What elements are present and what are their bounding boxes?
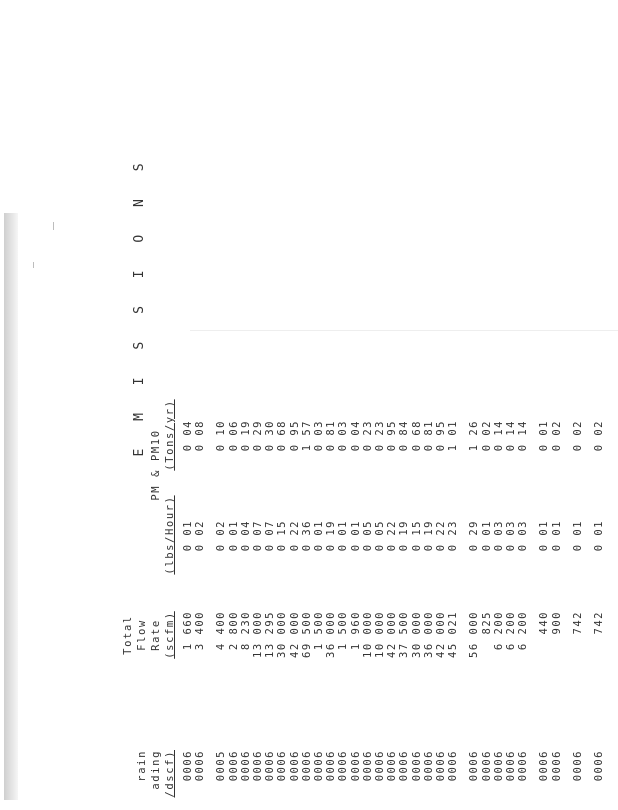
table-row: [435, 0, 447, 800]
table-row: [423, 0, 435, 800]
tons-per-year-cell: 0 30: [264, 420, 277, 452]
table-row: [264, 0, 276, 800]
lbs-per-hour-cell: 0 05: [374, 520, 386, 552]
grain-loading-cell: 0006: [313, 750, 325, 782]
grain-loading-cell: 0006: [505, 750, 517, 782]
flow-rate-cell: 440: [538, 611, 551, 635]
table-row: [481, 0, 493, 800]
tons-per-year-cell: 0 95: [435, 420, 447, 452]
flow-rate-cell: 6 200: [492, 611, 505, 651]
flow-header-2: Flow: [136, 619, 148, 651]
table-row: [593, 0, 605, 800]
tons-per-year-cell: 0 68: [276, 420, 289, 452]
grain-loading-cell: 0006: [492, 750, 505, 782]
tons-per-year-cell: 0 95: [288, 420, 301, 452]
table-row: [215, 0, 227, 800]
grain-loading-cell: 0006: [194, 750, 207, 782]
tons-per-year-cell: 0 23: [374, 420, 386, 452]
flow-rate-cell: 1 960: [349, 611, 362, 651]
lbs-per-hour-cell: 0 22: [435, 520, 447, 552]
scan-edge-shadow: [4, 213, 18, 800]
flow-rate-cell: 10 000: [361, 611, 374, 658]
emissions-heading: E M I S S I O N S: [132, 153, 147, 457]
lbs-per-hour-cell: 0 01: [182, 520, 194, 552]
grain-loading-cell: 0006: [252, 750, 264, 782]
lbs-per-hour-cell: 0 03: [505, 520, 517, 552]
lbs-per-hour-cell: 0 01: [571, 520, 584, 552]
flow-rate-cell: 36 000: [325, 611, 338, 658]
flow-rate-cell: 45 021: [447, 611, 460, 658]
grain-loading-cell: 0006: [227, 750, 240, 782]
grain-loading-cell: 0006: [410, 750, 423, 782]
lbs-per-hour-cell: 0 01: [313, 520, 325, 552]
flow-rate-cell: 4 400: [215, 611, 228, 651]
flow-rate-cell: 42 000: [435, 611, 447, 658]
tons-per-year-cell: 0 14: [492, 420, 505, 452]
grain-loading-cell: 0006: [517, 750, 530, 782]
tons-per-year-cell: 0 02: [593, 420, 605, 452]
tons-per-year-cell: 1 01: [447, 420, 460, 452]
flow-header-1: Total: [122, 615, 134, 655]
lbs-per-hour-cell: 0 04: [239, 520, 252, 552]
lbs-per-hour-cell: 0 03: [492, 520, 505, 552]
pm-label: PM & PM10: [150, 429, 162, 501]
grain-loading-cell: 0006: [398, 750, 411, 782]
grain-header-3: /dscf): [164, 750, 176, 798]
flow-rate-cell: 36 000: [422, 611, 435, 658]
tons-per-year-cell: 0 14: [505, 420, 517, 452]
tons-per-year-cell: 1 26: [468, 420, 481, 452]
grain-header-2: ading: [150, 750, 162, 790]
tons-per-year-cell: 0 81: [422, 420, 435, 452]
lbs-per-hour-cell: 0 01: [480, 520, 493, 552]
scan-speck: [53, 222, 54, 230]
tons-per-year-cell: 0 03: [313, 420, 325, 452]
table-row: [252, 0, 264, 800]
tons-per-year-cell: 0 14: [517, 420, 530, 452]
rotated-emissions-table: [120, 0, 605, 800]
flow-rate-cell: 2 800: [227, 611, 240, 651]
tons-per-year-cell: 0 81: [325, 420, 338, 452]
lbs-hour-header: (lbs/Hour): [164, 495, 176, 575]
lbs-per-hour-cell: 0 01: [538, 520, 551, 552]
tons-per-year-cell: 0 06: [227, 420, 240, 452]
flow-rate-cell: 6 200: [505, 611, 517, 651]
lbs-per-hour-cell: 0 22: [386, 520, 399, 552]
flow-rate-cell: 56 000: [468, 611, 481, 658]
tons-per-year-cell: 1 57: [300, 420, 313, 452]
table-row: [350, 0, 362, 800]
tons-per-year-cell: 0 08: [194, 420, 207, 452]
lbs-per-hour-cell: 0 01: [337, 520, 350, 552]
lbs-per-hour-cell: 0 05: [361, 520, 374, 552]
grain-loading-cell: 0006: [349, 750, 362, 782]
grain-loading-cell: 0006: [239, 750, 252, 782]
table-row: [398, 0, 410, 800]
table-row: [374, 0, 386, 800]
flow-rate-cell: 69 500: [300, 611, 313, 658]
flow-header-3: Rate: [150, 619, 162, 651]
lbs-per-hour-cell: 0 15: [410, 520, 423, 552]
table-row: [313, 0, 325, 800]
grain-loading-cell: 0006: [447, 750, 460, 782]
grain-loading-cell: 0006: [480, 750, 493, 782]
flow-rate-cell: 1 660: [182, 611, 194, 651]
lbs-per-hour-cell: 0 07: [264, 520, 277, 552]
table-row: [517, 0, 529, 800]
grain-loading-cell: 0006: [325, 750, 338, 782]
table-row: [447, 0, 459, 800]
lbs-per-hour-cell: 0 02: [194, 520, 207, 552]
tons-per-year-cell: 0 04: [349, 420, 362, 452]
table-row: [411, 0, 423, 800]
grain-loading-cell: 0006: [435, 750, 447, 782]
tons-per-year-cell: 0 02: [550, 420, 563, 452]
flow-rate-cell: 13 295: [264, 611, 277, 658]
flow-header-4: (scfm): [164, 611, 176, 659]
flow-rate-cell: 3 400: [194, 611, 207, 651]
tons-yr-header: (Tons/yr): [164, 399, 176, 471]
grain-loading-cell: 0006: [300, 750, 313, 782]
grain-loading-cell: 0006: [386, 750, 399, 782]
flow-rate-cell: 825: [480, 611, 493, 635]
flow-rate-cell: 742: [593, 611, 605, 635]
grain-loading-cell: 0006: [374, 750, 386, 782]
grain-loading-cell: 0006: [182, 750, 194, 782]
lbs-per-hour-cell: 0 01: [593, 520, 605, 552]
grain-loading-cell: 0006: [276, 750, 289, 782]
table-row: [182, 0, 194, 800]
lbs-per-hour-cell: 0 19: [398, 520, 411, 552]
grain-loading-cell: 0005: [215, 750, 228, 782]
table-row: [228, 0, 240, 800]
grain-loading-cell: 0006: [337, 750, 350, 782]
flow-rate-cell: 1 500: [313, 611, 325, 651]
table-row: [538, 0, 550, 800]
tons-per-year-cell: 0 95: [386, 420, 399, 452]
grain-loading-cell: 0006: [361, 750, 374, 782]
lbs-per-hour-cell: 0 23: [447, 520, 460, 552]
grain-loading-cell: 0006: [550, 750, 563, 782]
lbs-per-hour-cell: 0 01: [550, 520, 563, 552]
flow-rate-cell: 1 500: [337, 611, 350, 651]
table-row: [493, 0, 505, 800]
table-row: [240, 0, 252, 800]
table-row: [194, 0, 206, 800]
tons-per-year-cell: 0 04: [182, 420, 194, 452]
grain-loading-cell: 0006: [593, 750, 605, 782]
grain-loading-cell: 0006: [264, 750, 277, 782]
lbs-per-hour-cell: 0 01: [349, 520, 362, 552]
tons-per-year-cell: 0 03: [337, 420, 350, 452]
table-row: [325, 0, 337, 800]
lbs-per-hour-cell: 0 29: [468, 520, 481, 552]
table-row: [551, 0, 563, 800]
flow-rate-cell: 13 000: [252, 611, 264, 658]
grain-loading-cell: 0006: [571, 750, 584, 782]
flow-rate-cell: 42 000: [288, 611, 301, 658]
flow-rate-cell: 30 000: [410, 611, 423, 658]
scan-speck: [33, 262, 34, 268]
lbs-per-hour-cell: 0 36: [300, 520, 313, 552]
lbs-per-hour-cell: 0 07: [252, 520, 264, 552]
grain-loading-cell: 0006: [288, 750, 301, 782]
table-row: [386, 0, 398, 800]
tons-per-year-cell: 0 02: [480, 420, 493, 452]
tons-per-year-cell: 0 02: [571, 420, 584, 452]
tons-per-year-cell: 0 68: [410, 420, 423, 452]
table-row: [572, 0, 584, 800]
table-row: [276, 0, 288, 800]
lbs-per-hour-cell: 0 19: [325, 520, 338, 552]
flow-rate-cell: 10 000: [374, 611, 386, 658]
flow-rate-cell: 6 200: [517, 611, 530, 651]
flow-rate-cell: 42 000: [386, 611, 399, 658]
grain-loading-cell: 0006: [468, 750, 481, 782]
lbs-per-hour-cell: 0 22: [288, 520, 301, 552]
flow-rate-cell: 742: [571, 611, 584, 635]
lbs-per-hour-cell: 0 19: [422, 520, 435, 552]
table-row: [362, 0, 374, 800]
flow-rate-cell: 900: [550, 611, 563, 635]
lbs-per-hour-cell: 0 02: [215, 520, 228, 552]
table-row: [289, 0, 301, 800]
grain-loading-cell: 0006: [422, 750, 435, 782]
flow-rate-cell: 30 000: [276, 611, 289, 658]
grain-header-1: rain: [136, 750, 148, 782]
table-row: [468, 0, 480, 800]
tons-per-year-cell: 0 29: [252, 420, 264, 452]
grain-loading-cell: 0006: [538, 750, 551, 782]
table-row: [301, 0, 313, 800]
tons-per-year-cell: 0 23: [361, 420, 374, 452]
lbs-per-hour-cell: 0 03: [517, 520, 530, 552]
tons-per-year-cell: 0 01: [538, 420, 551, 452]
table-row: [505, 0, 517, 800]
table-row: [337, 0, 349, 800]
tons-per-year-cell: 0 19: [239, 420, 252, 452]
lbs-per-hour-cell: 0 15: [276, 520, 289, 552]
tons-per-year-cell: 0 10: [215, 420, 228, 452]
tons-per-year-cell: 0 84: [398, 420, 411, 452]
lbs-per-hour-cell: 0 01: [227, 520, 240, 552]
flow-rate-cell: 37 500: [398, 611, 411, 658]
flow-rate-cell: 8 230: [239, 611, 252, 651]
